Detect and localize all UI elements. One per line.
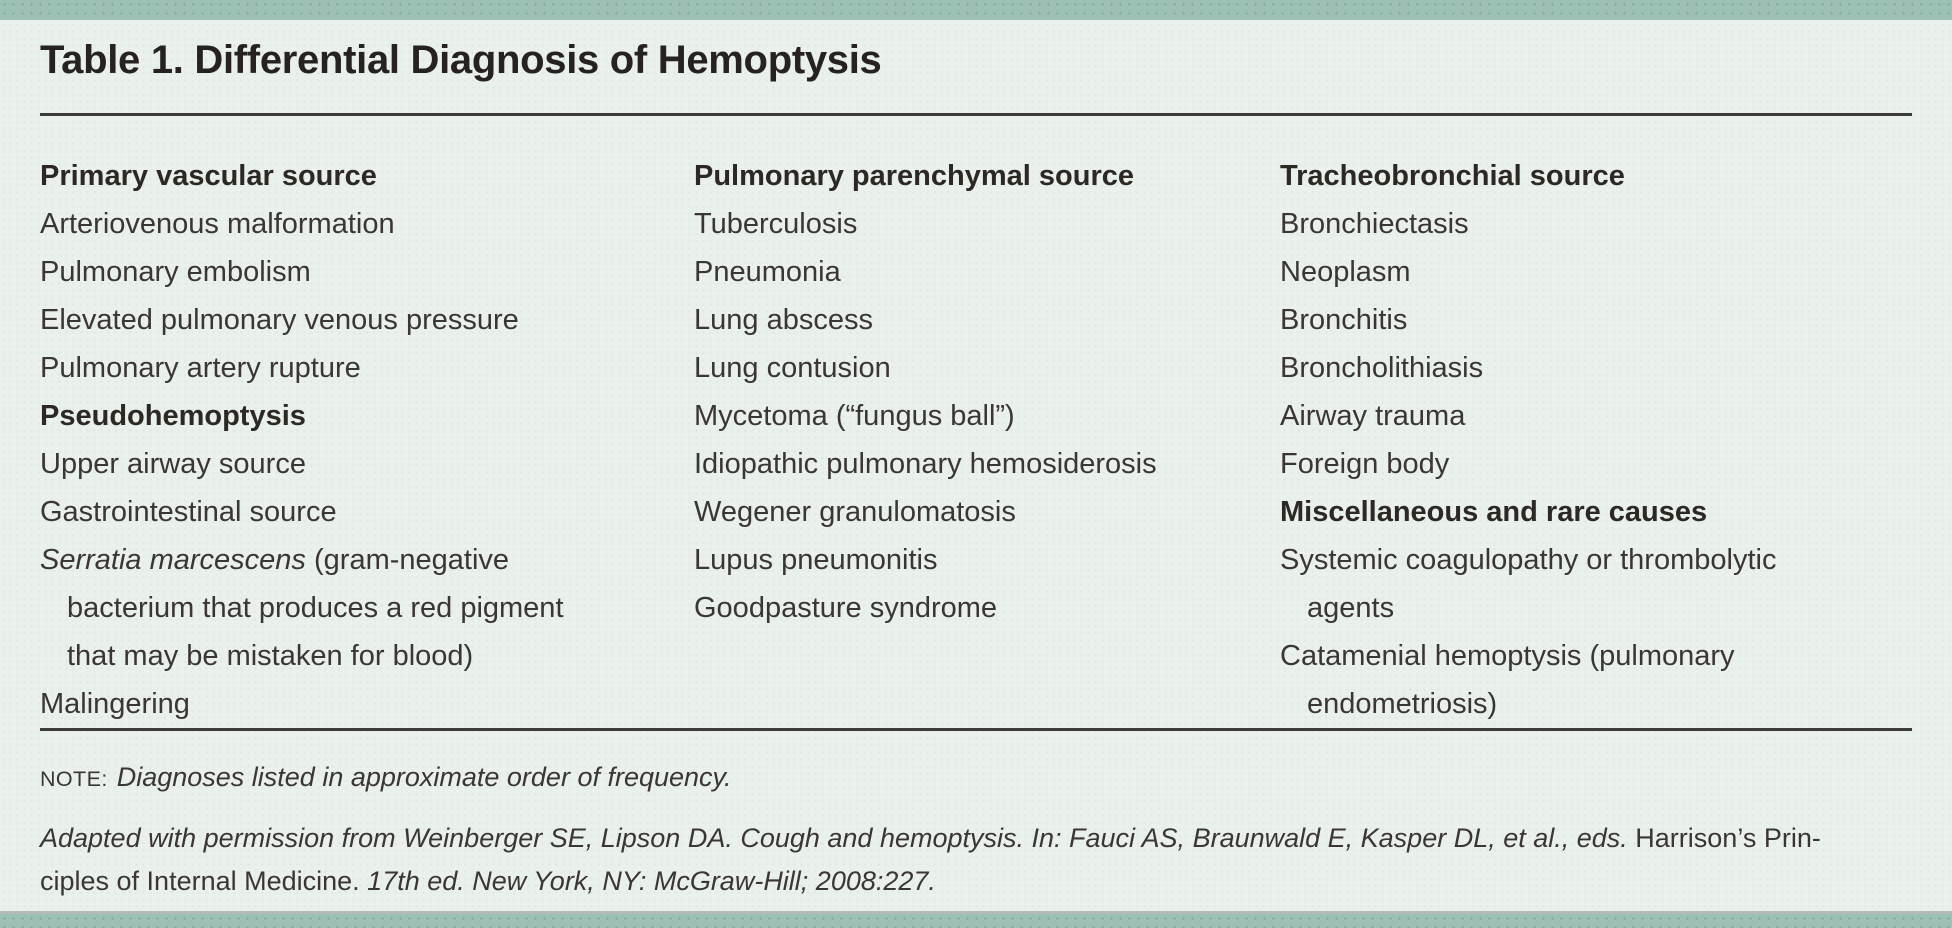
item-text-italic: Serratia marcescens: [40, 544, 306, 576]
item-text: Catamenial hemoptysis (pulmonary: [1280, 640, 1735, 672]
item-text: that may be mistaken for blood): [67, 640, 474, 672]
list-item: Mycetoma (“fungus ball”): [694, 400, 1015, 432]
list-item: Tuberculosis: [694, 208, 858, 240]
list-item: Bronchiectasis: [1280, 208, 1469, 240]
attribution: [40, 817, 1912, 903]
section-header: Tracheobronchial source: [1280, 160, 1625, 192]
item-text: endometriosis): [1307, 688, 1498, 720]
list-item: Malingering: [40, 688, 190, 720]
list-item: Goodpasture syndrome: [694, 592, 998, 624]
list-item: Idiopathic pulmonary hemosiderosis: [694, 448, 1157, 480]
list-item: Elevated pulmonary venous pressure: [40, 304, 519, 336]
list-item: [40, 536, 694, 680]
item-text: (gram-negative: [305, 544, 510, 576]
list-item: Bronchitis: [1280, 304, 1408, 336]
column-primary-vascular: [40, 152, 694, 728]
table-content: [40, 20, 1912, 903]
list-item: [1280, 632, 1912, 728]
item-text: bacterium that produces a red pigment: [67, 592, 564, 624]
note-line: [40, 759, 1912, 797]
attribution-text-italic: Adapted with permission from Weinberger SE, Lipson DA. Cough and hemoptysis. In: Fauci AS, Braunwald E, Kasper DL, et al., eds.: [40, 823, 1636, 853]
list-item: Lung contusion: [694, 352, 891, 384]
list-item: Foreign body: [1280, 448, 1450, 480]
note-label: NOTE:: [40, 767, 108, 791]
attribution-book-title: ciples of Internal Medicine.: [40, 866, 368, 896]
attribution-book-title: Harrison’s Prin-: [1635, 823, 1821, 853]
list-item: Broncholithiasis: [1280, 352, 1484, 384]
list-item: Lung abscess: [694, 304, 873, 336]
section-header: Miscellaneous and rare causes: [1280, 496, 1708, 528]
table-columns: [40, 152, 1912, 728]
list-item: Lupus pneumonitis: [694, 544, 938, 576]
item-text: agents: [1307, 592, 1395, 624]
attribution-text-italic: 17th ed. New York, NY: McGraw-Hill; 2008:227.: [367, 866, 936, 896]
section-header: Pseudohemoptysis: [40, 400, 306, 432]
column-tracheobronchial: [1280, 152, 1912, 728]
bottom-accent-band: [0, 914, 1952, 928]
list-item: Arteriovenous malformation: [40, 208, 395, 240]
list-item: Gastrointestinal source: [40, 496, 337, 528]
list-item: Pulmonary artery rupture: [40, 352, 361, 384]
table-title: Table 1. Differential Diagnosis of Hemoptysis: [40, 38, 882, 82]
list-item: Neoplasm: [1280, 256, 1411, 288]
list-item: Pneumonia: [694, 256, 841, 288]
column-pulmonary-parenchymal: [694, 152, 1280, 632]
list-item: Upper airway source: [40, 448, 306, 480]
note-text: Diagnoses listed in approximate order of frequency.: [116, 762, 732, 792]
list-item: Pulmonary embolism: [40, 256, 311, 288]
item-text: Systemic coagulopathy or thrombolytic: [1280, 544, 1777, 576]
top-accent-band: [0, 0, 1952, 20]
section-header: Pulmonary parenchymal source: [694, 160, 1134, 192]
list-item: Wegener granulomatosis: [694, 496, 1016, 528]
top-rule: [40, 113, 1912, 116]
bottom-rule: [40, 728, 1912, 731]
list-item: Airway trauma: [1280, 400, 1466, 432]
section-header: Primary vascular source: [40, 160, 377, 192]
list-item: [1280, 536, 1912, 632]
